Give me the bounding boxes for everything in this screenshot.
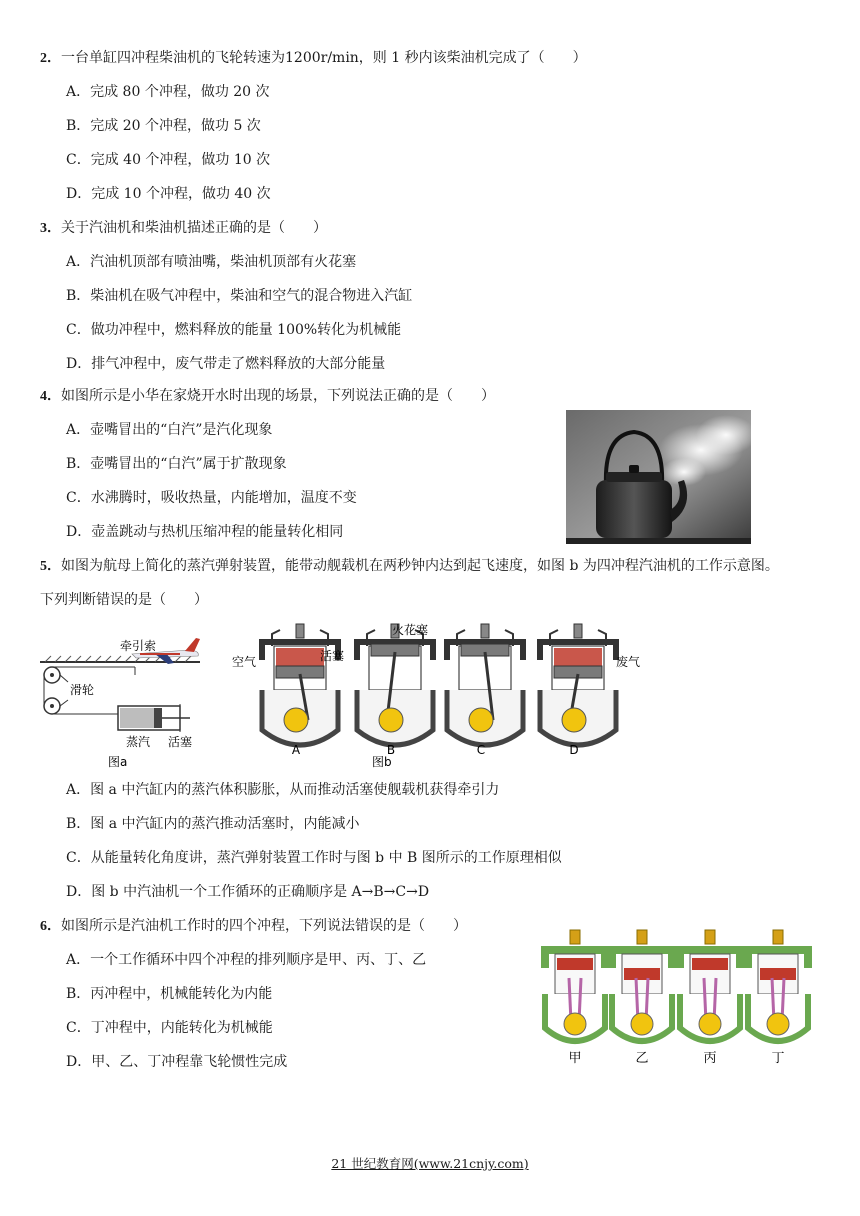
- option-3a[interactable]: A．汽油机顶部有喷油嘴，柴油机顶部有火花塞: [66, 254, 357, 270]
- pulley-label: 滑轮: [70, 683, 95, 697]
- question-text: 如图为航母上简化的蒸汽弹射装置，能带动舰载机在两秒钟内达到起飞速度，如图 b 为四冲程汽油机的工作示意图。: [61, 558, 779, 574]
- q6-stroke-label: 甲: [568, 1051, 582, 1066]
- question-3-stem: [40, 218, 327, 239]
- question-text: 如图所示是小华在家烧开水时出现的场景，下列说法正确的是（ ）: [61, 388, 495, 404]
- stroke-label: B: [386, 743, 396, 757]
- air-label: 空气: [232, 655, 257, 669]
- question-5-stem-continued: 下列判断错误的是（ ）: [40, 592, 208, 608]
- figure-b-engine-strokes: [232, 620, 652, 770]
- engine-stroke-1: [262, 624, 338, 757]
- footer-site-link[interactable]: 21 世纪教育网(www.21cnjy.com): [331, 1156, 529, 1171]
- stroke-label: C: [476, 743, 486, 757]
- option-2b[interactable]: B．完成 20 个冲程，做功 5 次: [66, 118, 261, 134]
- question-text: 如图所示是汽油机工作时的四个冲程，下列说法错误的是（ ）: [61, 918, 467, 934]
- question-2-stem: [40, 48, 587, 69]
- option-4b[interactable]: B．壶嘴冒出的“白汽”属于扩散现象: [66, 456, 287, 472]
- stroke-label: A: [291, 743, 301, 757]
- engine-stroke-3: [447, 624, 523, 757]
- piston-label: 活塞: [168, 735, 193, 749]
- option-5b[interactable]: B．图 a 中汽缸内的蒸汽推动活塞时，内能减小: [66, 816, 360, 832]
- option-3d[interactable]: D．排气冲程中，废气带走了燃料释放的大部分能量: [66, 356, 386, 372]
- figure-a-catapult: [40, 620, 240, 770]
- engine-stroke-2: [357, 624, 433, 757]
- option-5c[interactable]: C．从能量转化角度讲，蒸汽弹射装置工作时与图 b 中 B 图所示的工作原理相似: [66, 850, 562, 866]
- steam-label: 蒸汽: [126, 735, 151, 749]
- question-number: 3．: [40, 221, 61, 236]
- question-text: 一台单缸四冲程柴油机的飞轮转速为1200r/min，则 1 秒内该柴油机完成了（ ）: [61, 50, 587, 66]
- q6-stroke-label: 丁: [771, 1051, 785, 1066]
- rope-label: 牵引索: [120, 639, 157, 653]
- question-6-stem: [40, 916, 467, 937]
- question-4-stem: [40, 386, 495, 407]
- piston-label: 活塞: [320, 649, 345, 663]
- option-3c[interactable]: C．做功冲程中，燃料释放的能量 100%转化为机械能: [66, 322, 402, 338]
- option-4a[interactable]: A．壶嘴冒出的“白汽”是汽化现象: [66, 422, 273, 438]
- option-6b[interactable]: B．丙冲程中，机械能转化为内能: [66, 986, 273, 1002]
- option-6d[interactable]: D．甲、乙、丁冲程靠飞轮惯性完成: [66, 1054, 288, 1070]
- engine-diagram: [232, 622, 640, 769]
- q6-engine-1: [545, 930, 605, 1066]
- option-2a[interactable]: A．完成 80 个冲程，做功 20 次: [66, 84, 270, 100]
- question-number: 2．: [40, 51, 61, 66]
- spark-plug-label: 火花塞: [392, 623, 429, 637]
- option-5a[interactable]: A．图 a 中汽缸内的蒸汽体积膨胀，从而推动活塞使舰载机获得牵引力: [66, 782, 500, 798]
- option-6a[interactable]: A．一个工作循环中四个冲程的排列顺序是甲、丙、丁、乙: [66, 952, 427, 968]
- stroke-label: D: [569, 743, 579, 757]
- option-4d[interactable]: D．壶盖跳动与热机压缩冲程的能量转化相同: [66, 524, 344, 540]
- exhaust-label: 废气: [616, 655, 641, 669]
- engine-stroke-4: [540, 624, 616, 757]
- option-5d[interactable]: D．图 b 中汽油机一个工作循环的正确顺序是 A→B→C→D: [66, 884, 430, 900]
- q6-engine-4: [748, 930, 808, 1066]
- kettle-photo: [566, 410, 751, 544]
- question-text: 关于汽油机和柴油机描述正确的是（ ）: [61, 220, 327, 236]
- figure-q6-engine-strokes: [540, 928, 820, 1068]
- q6-engine-3: [680, 930, 740, 1066]
- option-6c[interactable]: C．丁冲程中，内能转化为机械能: [66, 1020, 273, 1036]
- option-2d[interactable]: D．完成 10 个冲程，做功 40 次: [66, 186, 271, 202]
- question-number: 6．: [40, 919, 61, 934]
- option-3b[interactable]: B．柴油机在吸气冲程中，柴油和空气的混合物进入汽缸: [66, 288, 413, 304]
- q6-stroke-label: 乙: [635, 1051, 649, 1066]
- option-4c[interactable]: C．水沸腾时，吸收热量，内能增加，温度不变: [66, 490, 357, 506]
- question-5-stem: [40, 556, 779, 577]
- question-number: 5．: [40, 559, 61, 574]
- question-number: 4．: [40, 389, 61, 404]
- figure-b-caption: 图b: [372, 755, 392, 769]
- q6-stroke-label: 丙: [703, 1051, 717, 1066]
- q6-engine-2: [612, 930, 672, 1066]
- option-2c[interactable]: C．完成 40 个冲程，做功 10 次: [66, 152, 271, 168]
- figure-a-caption: 图a: [108, 755, 128, 769]
